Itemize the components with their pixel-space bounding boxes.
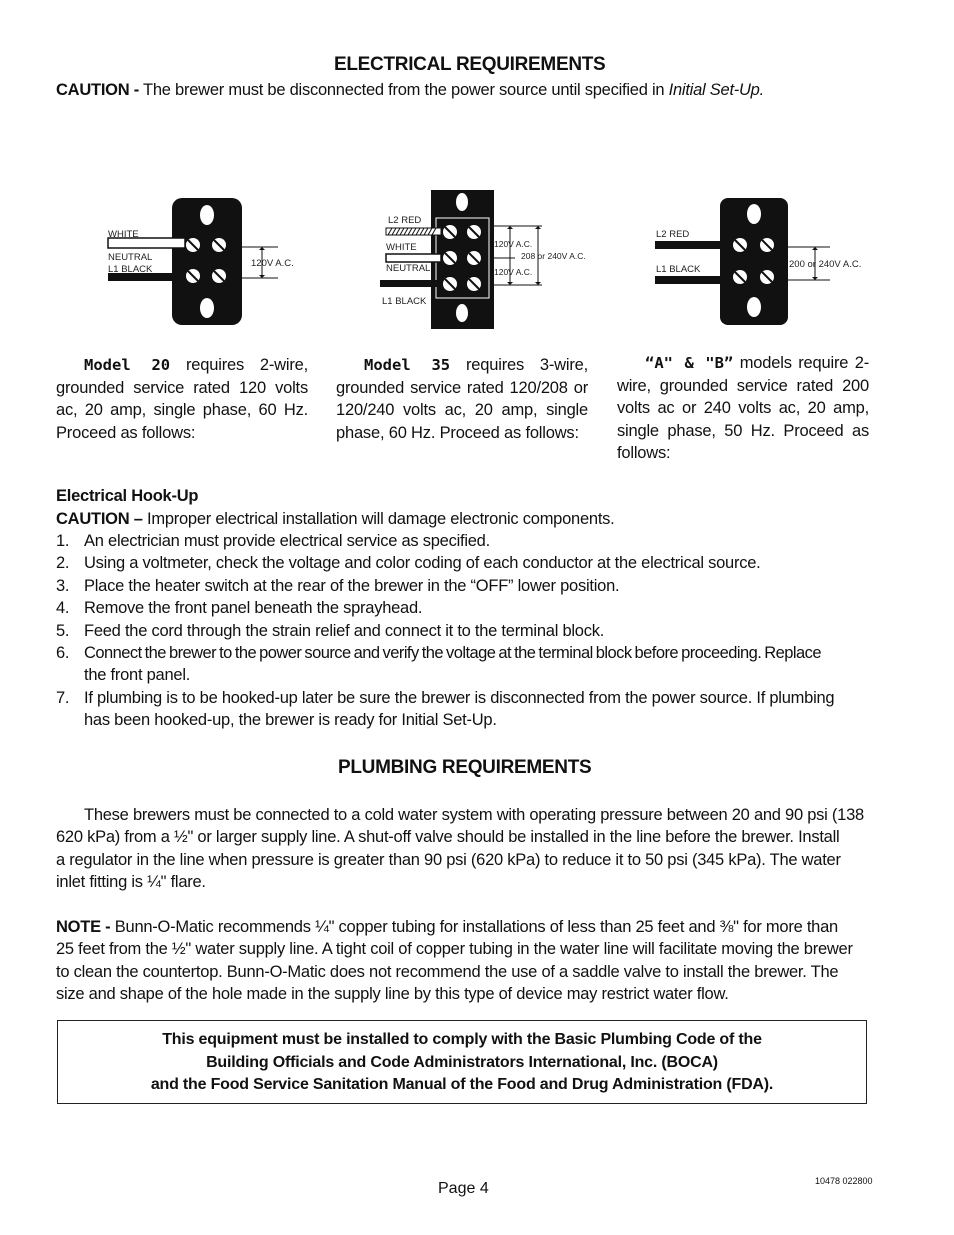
step-text: An electrician must provide electrical service as specified. bbox=[84, 532, 490, 550]
notice-line: Building Officials and Code Administrators International, Inc. (BOCA) bbox=[206, 1053, 718, 1071]
label-neutral: NEUTRAL bbox=[108, 252, 153, 263]
plumbing-note-line: to clean the countertop. Bunn-O-Matic does not recommend the use of a saddle valve to install the brewer. The bbox=[56, 962, 839, 981]
red-wire bbox=[655, 241, 733, 249]
plumbing-paragraph-line: These brewers must be connected to a cold water system with operating pressure between 20 and 90 psi (138 bbox=[84, 806, 864, 824]
label-voltage-bottom: 120V A.C. bbox=[494, 267, 533, 277]
label-l2-red: L2 RED bbox=[656, 229, 690, 240]
caution-italic: Initial Set-Up. bbox=[668, 81, 764, 99]
step-text: the front panel. bbox=[84, 666, 191, 685]
label-l1-black: L1 BLACK bbox=[656, 264, 701, 275]
label-voltage: 200 or 240V A.C. bbox=[789, 259, 862, 270]
note-text: Bunn-O-Matic recommends ¼" copper tubing for installations of less than 25 feet and ⅜" for more than bbox=[110, 918, 838, 936]
model-20-text: requires 2-wire, grounded service rated 120 volts ac, 20 amp, single phase, 60 Hz. Proceed as follows: bbox=[56, 356, 308, 442]
step-number: 1. bbox=[56, 532, 70, 550]
electrical-caution bbox=[56, 81, 764, 100]
model-a-b-description bbox=[617, 352, 869, 465]
step-text: Remove the front panel beneath the sprayhead. bbox=[84, 599, 423, 618]
step-number: 7. bbox=[56, 688, 70, 707]
caution-text: The brewer must be disconnected from the power source until specified in bbox=[139, 81, 669, 99]
model-35-text: requires 3-wire, grounded service rated 120/208 or 120/240 volts ac, 20 amp, single phase, 60 Hz. Proceed as follows: bbox=[336, 356, 588, 442]
white-wire bbox=[386, 254, 441, 262]
plumbing-note-line bbox=[56, 918, 838, 937]
model-35-name: Model 35 bbox=[364, 356, 451, 374]
label-neutral: NEUTRAL bbox=[386, 263, 431, 274]
model-35-description bbox=[336, 354, 588, 444]
wiring-diagram-model-35 bbox=[380, 188, 600, 333]
label-white: WHITE bbox=[386, 242, 417, 253]
step-text: Using a voltmeter, check the voltage and color coding of each conductor at the electrical source. bbox=[84, 554, 761, 573]
note-label: NOTE - bbox=[56, 918, 111, 936]
model-a-b-text: models require 2-wire, grounded service rated 200 volts ac or 240 volts ac, 20 amp, single phase, 50 Hz. Proceed as follows: bbox=[617, 354, 869, 462]
plumbing-note-line: 25 feet from the ½" water supply line. A tight coil of copper tubing in the water line will facilitate moving the brewer bbox=[56, 940, 853, 959]
plumbing-title: PLUMBING REQUIREMENTS bbox=[338, 757, 592, 778]
label-l1-black: L1 BLACK bbox=[108, 264, 153, 275]
step-number: 2. bbox=[56, 554, 70, 573]
step-text: If plumbing is to be hooked-up later be sure the brewer is disconnected from the power source. If plumbing bbox=[84, 688, 835, 707]
hookup-caution-text: Improper electrical installation will damage electronic components. bbox=[142, 510, 615, 528]
electrical-title: ELECTRICAL REQUIREMENTS bbox=[334, 54, 606, 75]
caution-label: CAUTION - bbox=[56, 81, 139, 99]
step-number: 4. bbox=[56, 599, 70, 618]
black-wire bbox=[655, 276, 733, 284]
model-20-description bbox=[56, 354, 308, 444]
label-l2-red: L2 RED bbox=[388, 215, 422, 226]
plumbing-note-line: size and shape of the hole made in the supply line by this type of device may restrict water flow. bbox=[56, 985, 729, 1004]
document-code: 10478 022800 bbox=[815, 1176, 873, 1186]
model-a-b-name: “A" & "B” bbox=[645, 354, 734, 372]
notice-line: This equipment must be installed to comply with the Basic Plumbing Code of the bbox=[162, 1031, 762, 1048]
plumbing-paragraph-line: inlet fitting is ¼" flare. bbox=[56, 873, 206, 892]
step-text: has been hooked-up, the brewer is ready for Initial Set-Up. bbox=[84, 711, 497, 730]
step-text: Place the heater switch at the rear of the brewer in the “OFF” lower position. bbox=[84, 576, 620, 595]
step-number: 5. bbox=[56, 621, 70, 640]
label-voltage-top: 120V A.C. bbox=[494, 239, 533, 249]
step-text: Connect the brewer to the power source and verify the voltage at the terminal block before proceeding. Replace bbox=[84, 644, 821, 662]
label-white: WHITE bbox=[108, 229, 139, 240]
hookup-title: Electrical Hook-Up bbox=[56, 487, 199, 505]
label-voltage: 120V A.C. bbox=[251, 258, 294, 269]
plumbing-paragraph-line: a regulator in the line when pressure is greater than 90 psi (620 kPa) to reduce it to 50 psi (345 kPa). The water bbox=[56, 850, 841, 869]
hookup-caution-label: CAUTION – bbox=[56, 510, 143, 528]
step-number: 3. bbox=[56, 576, 70, 595]
step-text: Feed the cord through the strain relief and connect it to the terminal block. bbox=[84, 621, 605, 640]
model-20-name: Model 20 bbox=[84, 356, 171, 374]
wiring-diagram-model-20 bbox=[100, 190, 300, 335]
page-number: Page 4 bbox=[438, 1180, 489, 1197]
plumbing-paragraph-line: 620 kPa) from a ½" or larger supply line. A shut-off valve should be installed in the line before the brewer. Install bbox=[56, 828, 840, 847]
black-wire bbox=[380, 280, 441, 287]
label-l1-black: L1 BLACK bbox=[382, 296, 427, 307]
step-number: 6. bbox=[56, 644, 70, 662]
hookup-caution bbox=[56, 510, 614, 529]
notice-line: and the Food Service Sanitation Manual of the Food and Drug Administration (FDA). bbox=[150, 1076, 774, 1093]
label-voltage-mid: 208 or 240V A.C. bbox=[521, 251, 586, 261]
wiring-diagram-model-a-b bbox=[650, 190, 865, 335]
compliance-notice bbox=[57, 1020, 867, 1104]
